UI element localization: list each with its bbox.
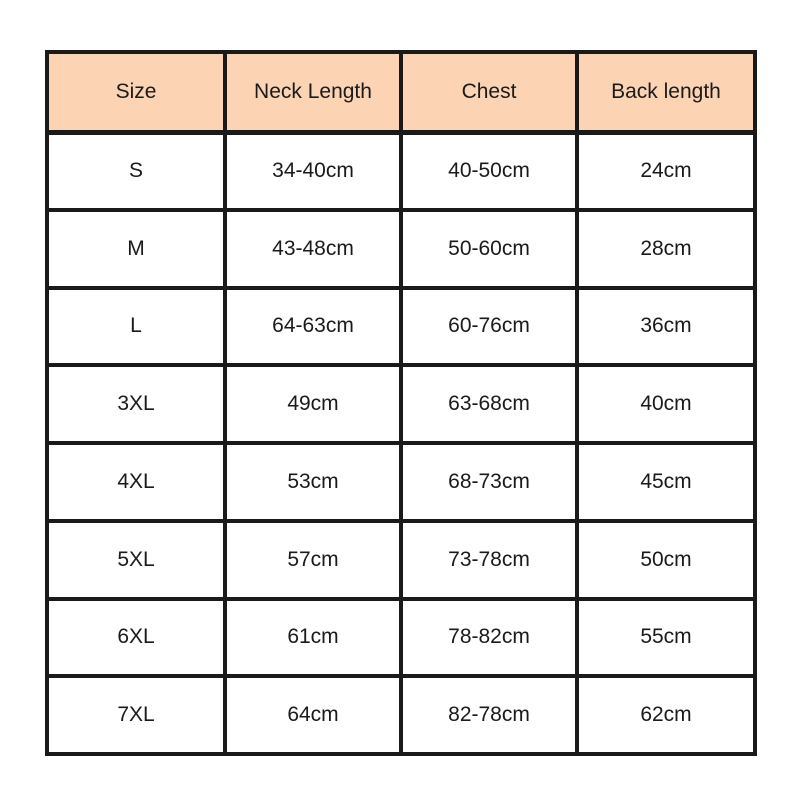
- cell-neck-length: 64-63cm: [225, 288, 401, 366]
- cell-chest: 63-68cm: [401, 365, 577, 443]
- size-chart: [45, 50, 753, 756]
- table-row: [47, 132, 755, 210]
- cell-size: 3XL: [47, 365, 225, 443]
- cell-chest: 60-76cm: [401, 288, 577, 366]
- cell-size: 6XL: [47, 599, 225, 677]
- header-back-length: Back length: [577, 52, 755, 132]
- cell-back-length: 55cm: [577, 599, 755, 677]
- cell-back-length: 50cm: [577, 521, 755, 599]
- cell-neck-length: 43-48cm: [225, 210, 401, 288]
- cell-neck-length: 57cm: [225, 521, 401, 599]
- cell-size: 5XL: [47, 521, 225, 599]
- header-size: Size: [47, 52, 225, 132]
- cell-size: M: [47, 210, 225, 288]
- cell-size: 7XL: [47, 676, 225, 754]
- cell-back-length: 40cm: [577, 365, 755, 443]
- cell-chest: 40-50cm: [401, 132, 577, 210]
- cell-chest: 68-73cm: [401, 443, 577, 521]
- cell-chest: 50-60cm: [401, 210, 577, 288]
- cell-back-length: 36cm: [577, 288, 755, 366]
- table-row: [47, 365, 755, 443]
- cell-back-length: 28cm: [577, 210, 755, 288]
- table-row: [47, 521, 755, 599]
- cell-chest: 78-82cm: [401, 599, 577, 677]
- table-row: [47, 288, 755, 366]
- table-row: [47, 210, 755, 288]
- cell-neck-length: 53cm: [225, 443, 401, 521]
- cell-back-length: 24cm: [577, 132, 755, 210]
- table-row: [47, 676, 755, 754]
- table-row: [47, 599, 755, 677]
- cell-neck-length: 61cm: [225, 599, 401, 677]
- cell-neck-length: 49cm: [225, 365, 401, 443]
- cell-chest: 82-78cm: [401, 676, 577, 754]
- cell-size: S: [47, 132, 225, 210]
- cell-size: L: [47, 288, 225, 366]
- cell-back-length: 45cm: [577, 443, 755, 521]
- cell-neck-length: 34-40cm: [225, 132, 401, 210]
- size-table: [45, 50, 757, 756]
- cell-chest: 73-78cm: [401, 521, 577, 599]
- cell-size: 4XL: [47, 443, 225, 521]
- header-chest: Chest: [401, 52, 577, 132]
- cell-back-length: 62cm: [577, 676, 755, 754]
- table-row: [47, 443, 755, 521]
- header-row: [47, 52, 755, 132]
- header-neck-length: Neck Length: [225, 52, 401, 132]
- cell-neck-length: 64cm: [225, 676, 401, 754]
